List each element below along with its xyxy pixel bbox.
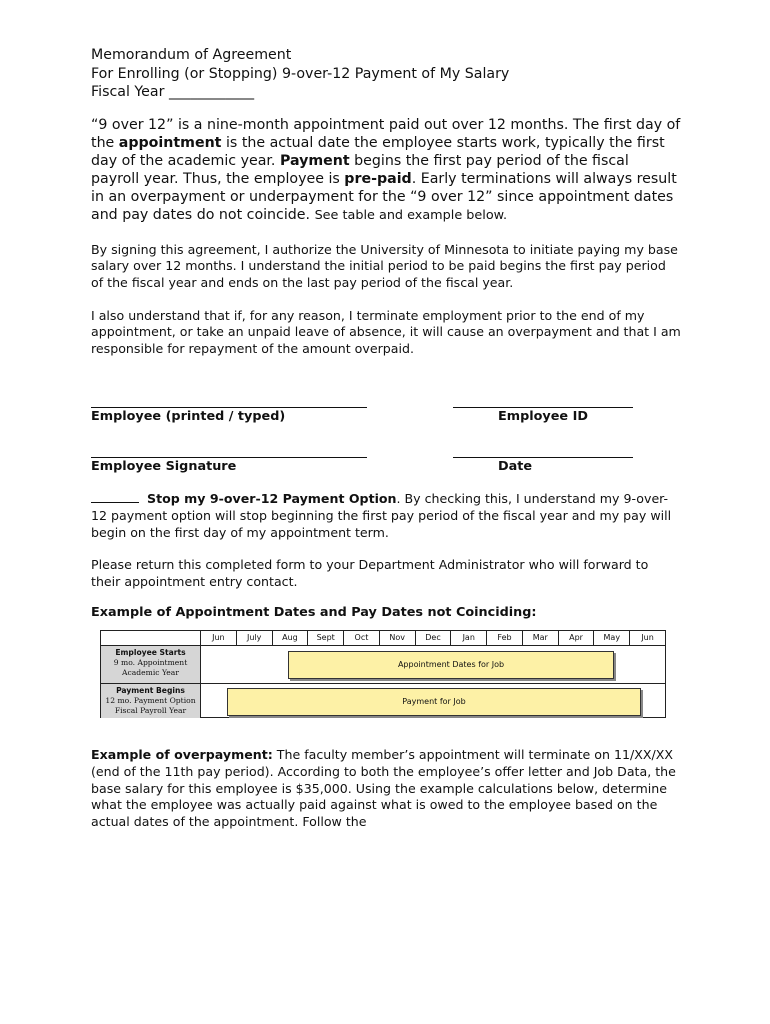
month-cell: Apr [558,631,594,645]
month-cell: July [236,631,272,645]
row-sub: 9 mo. Appointment [113,657,188,667]
memorandum-page [91,46,681,830]
intro-text-1: “9 over 12” is a nine-month appointment paid out over 12 months. The first day of the [91,116,681,151]
intro-bold-prepaid: pre-paid [344,170,412,187]
month-cell: Sept [307,631,343,645]
appointment-dates-bar: Appointment Dates for Job [288,651,614,679]
intro-bold-appointment: appointment [118,134,222,151]
intro-text-4: . Early terminations will always result in an overpayment or underpayment for the “9 over 12” since appointment dates and pay dates do not coincide. [91,170,677,223]
month-cell: Oct [343,631,379,645]
return-instructions: Please return this completed form to your Department Administrator who will forward to their appointment entry contact. [91,557,649,589]
month-cell: Jan [450,631,486,645]
title-line: Memorandum of Agreement [91,47,292,63]
month-cell: Jun [200,631,236,645]
employee-id-line[interactable] [453,399,633,408]
fiscal-year-line: Fiscal Year ____________ [91,84,255,101]
intro-text-3: begins the first pay period of the fiscal payroll year. Thus, the employee is [91,152,629,187]
column-divider [200,645,201,717]
pay-dates-table [100,630,666,718]
month-cell: May [593,631,629,645]
employee-signature-label: Employee Signature [91,459,237,475]
row-title: Payment Begins [116,686,185,696]
subtitle-line: For Enrolling (or Stopping) 9-over-12 Payment of My Salary [91,65,510,82]
date-label: Date [498,459,533,475]
month-cell: Mar [522,631,558,645]
date-line[interactable] [453,449,633,458]
termination-paragraph: I also understand that if, for any reason, I terminate employment prior to the end of my appointment, or take an unpaid leave of absence, it will cause an overpayment and that I am responsible for repayment of the amount overpaid. [91,307,681,356]
overpayment-text: The faculty member’s appointment will terminate on 11/XX/XX (end of the 11th pay period). According to both the employee’s offer letter and Job Data, the base salary for this employee is $35,000. Using the example calculations below, determine what the employee was actually paid against what is owed to the employee based on the actual dates of the appointment. Follow the [91,747,676,829]
payment-bar: Payment for Job [227,688,641,716]
signature-row-1 [91,399,681,439]
row-sub: Fiscal Payroll Year [114,705,187,715]
intro-paragraph [91,116,681,225]
authorization-paragraph: By signing this agreement, I authorize the University of Minnesota to initiate paying my base salary over 12 months. I understand the initial period to be paid begins the first pay period of the fiscal year and ends on the last pay period of the fiscal year. [91,241,678,290]
row-title: Employee Starts [115,648,186,658]
overpayment-bold: Example of overpayment: [91,747,273,763]
payment-begins-label [101,684,200,718]
employee-name-line[interactable] [91,399,367,408]
signature-row-2 [91,449,681,489]
example-heading: Example of Appointment Dates and Pay Dates not Coinciding: [91,605,537,621]
month-cell: Feb [486,631,522,645]
stop-option-paragraph [91,491,681,541]
intro-text-2: is the actual date the employee starts work, typically the first day of the academic year. [91,134,665,169]
row-sub: 12 mo. Payment Option [105,695,196,705]
overpayment-paragraph [91,747,681,830]
employee-starts-label [101,646,200,683]
stop-option-bold: Stop my 9-over-12 Payment Option [147,491,397,507]
month-cell: Nov [379,631,415,645]
intro-bold-payment: Payment [279,152,350,169]
stop-option-text: . By checking this, I understand my 9-over-12 payment option will stop beginning the first pay period of the fiscal year and my pay will begin on the first day of my appointment term. [91,491,672,540]
month-cell: Jun [629,631,665,645]
employee-signature-line[interactable] [91,449,367,458]
month-cell: Dec [415,631,451,645]
employee-printed-label: Employee (printed / typed) [91,409,286,425]
stop-option-checkbox-line[interactable] [91,491,139,503]
month-header-row [200,631,665,646]
employee-id-label: Employee ID [498,409,588,425]
month-cell: Aug [272,631,308,645]
intro-see-table: See table and example below. [314,207,508,223]
document-header [91,46,681,102]
row-sub: Academic Year [122,667,179,677]
